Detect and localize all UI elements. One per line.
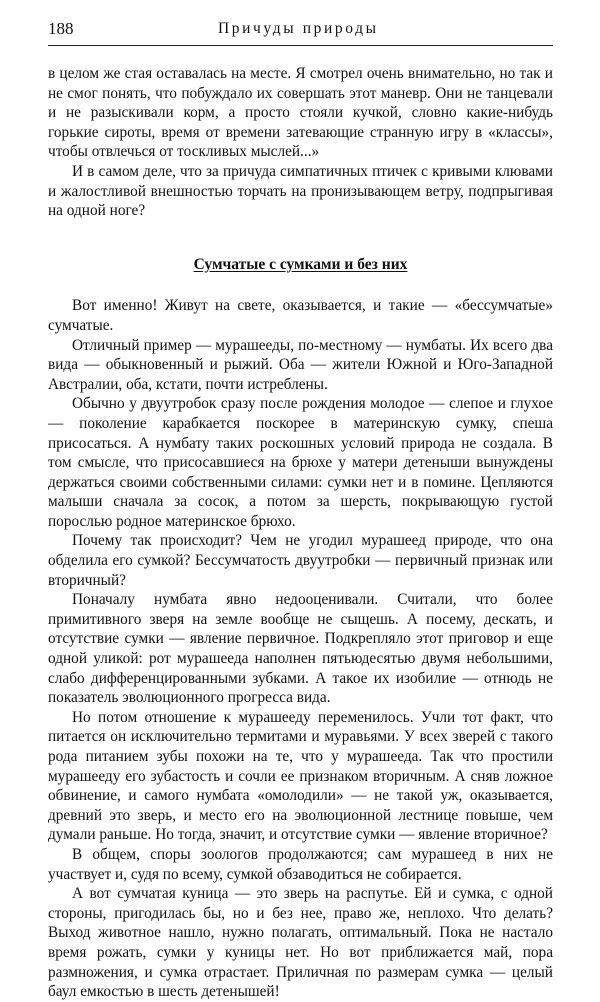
- paragraph-continued: в целом же стая оставалась на месте. Я смотрел очень внимательно, но так и не смог понять, что побуждало их совершать этот маневр. Они не танцевали и не разыскивали корм, а просто стояли кучкой, словно какие-нибудь горькие сироты, время от времени затевающие странную игру в «классы», чтобы отвлечься от тоскливых мыслей...»: [48, 65, 553, 161]
- paragraph: Вот именно! Живут на свете, оказывается, и такие — «бессумчатые» сумчатые.: [48, 297, 553, 334]
- paragraph: В общем, споры зоологов продолжаются; сам мурашеед в них не участвует и, судя по всему, сумкой обзаводиться не собирается.: [48, 845, 553, 883]
- paragraph: Почему так происходит? Чем не угодил мурашеед природе, что она обделила его сумкой? Бессумчатость двуутробки — первичный признак или вторичный?: [48, 532, 553, 589]
- section-heading: Сумчатые с сумками и без них: [193, 255, 408, 273]
- paragraph: Обычно у двуутробок сразу после рождения молодое — слепое и глухое — поколение карабкается поскорее в материнскую сумку, спеша присосаться. А нумбату таких роскошных условий природа не создала. В том смысле, что присосавшиеся на брюхе у матери детеныши вынуждены держаться своими собственными силами: сумки нет и в помине. Цепляются малыши сначала за сосок, а потом за шерсть, покрывающую густой порослью родное материнское брюхо.: [48, 395, 553, 530]
- paragraph: А вот сумчатая куница — это зверь на распутье. Ей и сумка, с одной стороны, пригодилась бы, но и без нее, право же, неплохо. Что делать? Выход животное нашло, нужно полагать, оптимальный. Пока не настало время рожать, сумки у куницы нет. Но вот приближается май, пора размножения, и сумка отрастает. Приличная по размерам сумка — целый баул емкостью в шесть детенышей!: [48, 885, 553, 1001]
- paragraph: И в самом деле, что за причуда симпатичных птичек с кривыми клювами и жалостливой внешностью торчать на пронизывающем ветру, подпрыгивая на одной ноге?: [48, 162, 553, 220]
- page-number: 188: [48, 19, 74, 38]
- paragraph: Но потом отношение к мурашееду переменилось. Учли тот факт, что питается он исключительно термитами и муравьями. У всех зверей с такого рода питанием зубы похожи на те, что у мурашееда. Так что простили мурашееду его зубастость и сочли ее признаком вторичным. А сняв ложное обвинение, и самого нумбата «омолодили» — не такой уж, оказывается, древний это зверь, и место его на эволюционной лестнице повыше, чем думали раньше. Но тогда, значит, и отсутствие сумки — явление вторичное?: [48, 708, 553, 844]
- paragraph: Отличный пример — мурашееды, по-местному — нумбаты. Их всего два вида — обыкновенный и рыжий. Оба — жители Южной и Юго-Западной Австралии, оба, кстати, почти истреблены.: [48, 336, 553, 393]
- page-body: [48, 64, 553, 1002]
- paragraph: Поначалу нумбата явно недооценивали. Считали, что более примитивного зверя на земле вообще не сыщешь. А посему, дескать, и отсутствие сумки — явление первичное. Подкрепляло этот приговор и еще одной уликой: рот мурашееда наполнен пятьюдесятью двумя небольшими, слабо дифференцированными зубками. А такое их изобилие — отнюдь не показатель эволюционного прогресса вида.: [48, 591, 553, 707]
- running-title: Причуды природы: [218, 20, 379, 37]
- page-header: [48, 18, 553, 44]
- header-rule: [48, 45, 553, 46]
